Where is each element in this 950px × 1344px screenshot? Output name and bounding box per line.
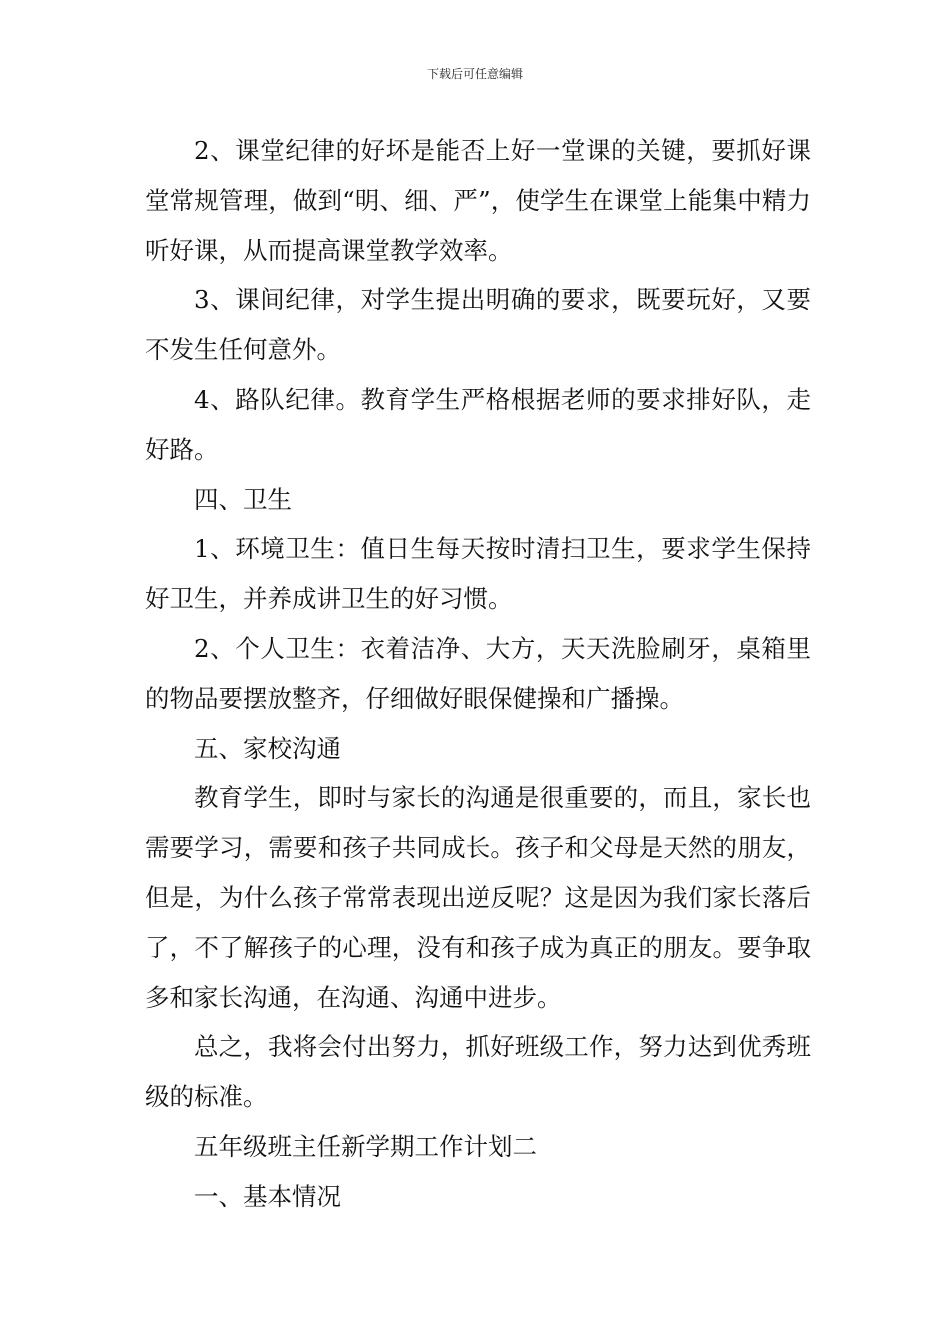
- paragraph-communication: 教育学生，即时与家长的沟通是很重要的，而且，家长也需要学习，需要和孩子共同成长。孩子和父母是天然的朋友，但是，为什么孩子常常表现出逆反呢？这是因为我们家长落后了，不了解孩子的心理，没有和孩子成为真正的朋友。要争取多和家长沟通，在沟通、沟通中进步。: [145, 783, 811, 1012]
- document-subtitle: 五年级班主任新学期工作计划二: [194, 1131, 537, 1161]
- paragraph-classroom-discipline: 2、课堂纪律的好坏是能否上好一堂课的关键，要抓好课堂常规管理，做到“明、细、严”，使学生在课堂上能集中精力听好课，从而提高课堂教学效率。: [145, 136, 811, 265]
- paragraph-break-discipline: 3、课间纪律，对学生提出明确的要求，既要玩好，又要不发生任何意外。: [145, 285, 811, 365]
- section-heading-home-school: 五、家校沟通: [194, 733, 341, 763]
- paragraph-personal-hygiene: 2、个人卫生：衣着洁净、大方，天天洗脸刷牙，桌箱里的物品要摆放整齐，仔细做好眼保健操和广播操。: [145, 633, 811, 713]
- paragraph-queue-discipline: 4、路队纪律。教育学生严格根据老师的要求排好队，走好路。: [145, 384, 811, 464]
- section-heading-hygiene: 四、卫生: [194, 484, 292, 514]
- section-heading-basic-situation: 一、基本情况: [194, 1181, 341, 1211]
- document-body: [145, 126, 811, 1222]
- page-header-note: 下载后可任意编辑: [426, 67, 523, 81]
- paragraph-summary: 总之，我将会付出努力，抓好班级工作，努力达到优秀班级的标准。: [145, 1032, 811, 1112]
- paragraph-environment-hygiene: 1、环境卫生：值日生每天按时清扫卫生，要求学生保持好卫生，并养成讲卫生的好习惯。: [145, 534, 811, 614]
